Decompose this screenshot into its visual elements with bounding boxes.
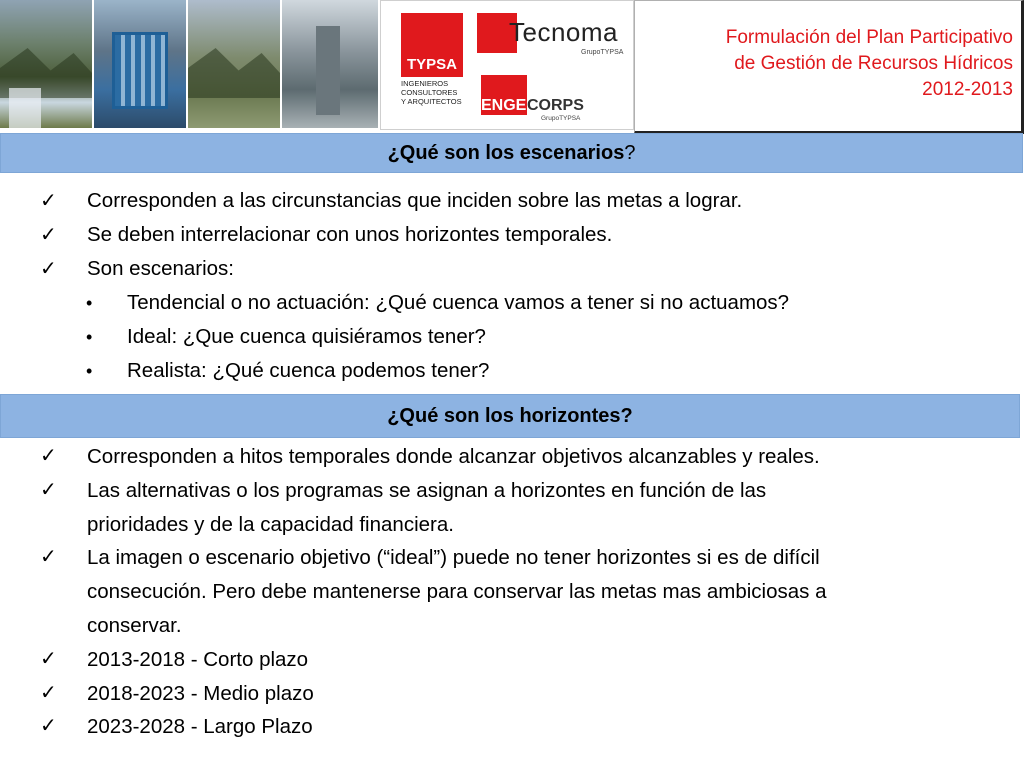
treatment-plant-photo [282,0,380,128]
typsa-subtitle: INGENIEROS CONSULTORES Y ARQUITECTOS [401,79,462,106]
checkmark-icon: ✓ [40,190,57,212]
check-item [0,677,1024,711]
item-text-line: La imagen o escenario objetivo (“ideal”) puede no tener horizontes si es de difícil [87,546,820,570]
tecnoma-logo: Tecnoma [509,17,618,47]
check-item [0,252,1024,286]
item-text-line: 2013-2018 - Corto plazo [87,647,309,671]
checkmark-icon: ✓ [40,546,57,569]
title-line: Formulación del Plan Participativo [725,27,1013,48]
item-text-line: Corresponden a hitos temporales donde alcanzar objetivos alcanzables y reales. [87,445,820,468]
checkmark-icon: ✓ [40,647,57,670]
bullet-icon: • [86,361,93,381]
typsa-logo: TYPSA [401,13,463,77]
item-text: Tendencial o no actuación: ¿Qué cuenca vamos a tener si no actuamos? [127,291,790,314]
item-text-line: 2018-2023 - Medio plazo [87,681,314,705]
check-item [0,440,1024,474]
water-gate-photo [94,0,188,128]
item-text: Realista: ¿Qué cuenca podemos tener? [127,359,490,382]
item-text: Ideal: ¿Que cuenca quisiéramos tener? [127,325,486,348]
bullet-icon: • [86,293,93,313]
checkmark-icon: ✓ [40,715,57,738]
bullet-item [0,354,1024,388]
company-logos: TYPSA INGENIEROS CONSULTORES Y ARQUITECTOS Tecnoma GrupoTYPSA ENGE CORPS GrupoTYPSA [380,0,634,130]
item-text-line: 2023-2028 - Largo Plazo [87,715,313,739]
checkmark-icon: ✓ [40,445,57,467]
slide-header [0,0,1024,134]
checkmark-icon: ✓ [40,478,57,501]
check-item [0,184,1024,218]
project-title [634,0,1024,134]
bullet-icon: • [86,327,93,347]
river-photo [0,0,94,128]
check-item [0,643,1024,677]
scenarios-list [0,184,1024,388]
checkmark-icon: ✓ [40,681,57,704]
item-text-line: Las alternativas o los programas se asignan a horizontes en función de las [87,478,767,502]
bullet-item [0,286,1024,320]
item-text-line: prioridades y de la capacidad financiera. [87,512,454,536]
item-text: Son escenarios: [87,257,235,280]
horizons-heading: ¿Qué son los horizontes? [0,394,1020,438]
check-item [0,218,1024,252]
title-line: de Gestión de Recursos Hídricos [734,53,1013,74]
item-text-line: consecución. Pero debe mantenerse para conservar las metas mas ambiciosas a [87,580,827,604]
item-text: Se deben interrelacionar con unos horizontes temporales. [87,223,613,246]
checkmark-icon: ✓ [40,258,57,280]
title-line: 2012-2013 [922,79,1013,100]
horizons-list [0,440,1024,744]
bullet-item [0,320,1024,354]
check-item [0,541,1024,642]
mountain-valley-photo [188,0,282,128]
item-text-line: conservar. [87,613,182,637]
scenarios-heading: ¿Qué son los escenarios? [0,133,1023,173]
engecorps-logo: ENGE [481,97,527,114]
check-item [0,474,1024,542]
item-text: Corresponden a las circunstancias que inciden sobre las metas a lograr. [87,189,743,212]
check-item [0,710,1024,744]
checkmark-icon: ✓ [40,224,57,246]
